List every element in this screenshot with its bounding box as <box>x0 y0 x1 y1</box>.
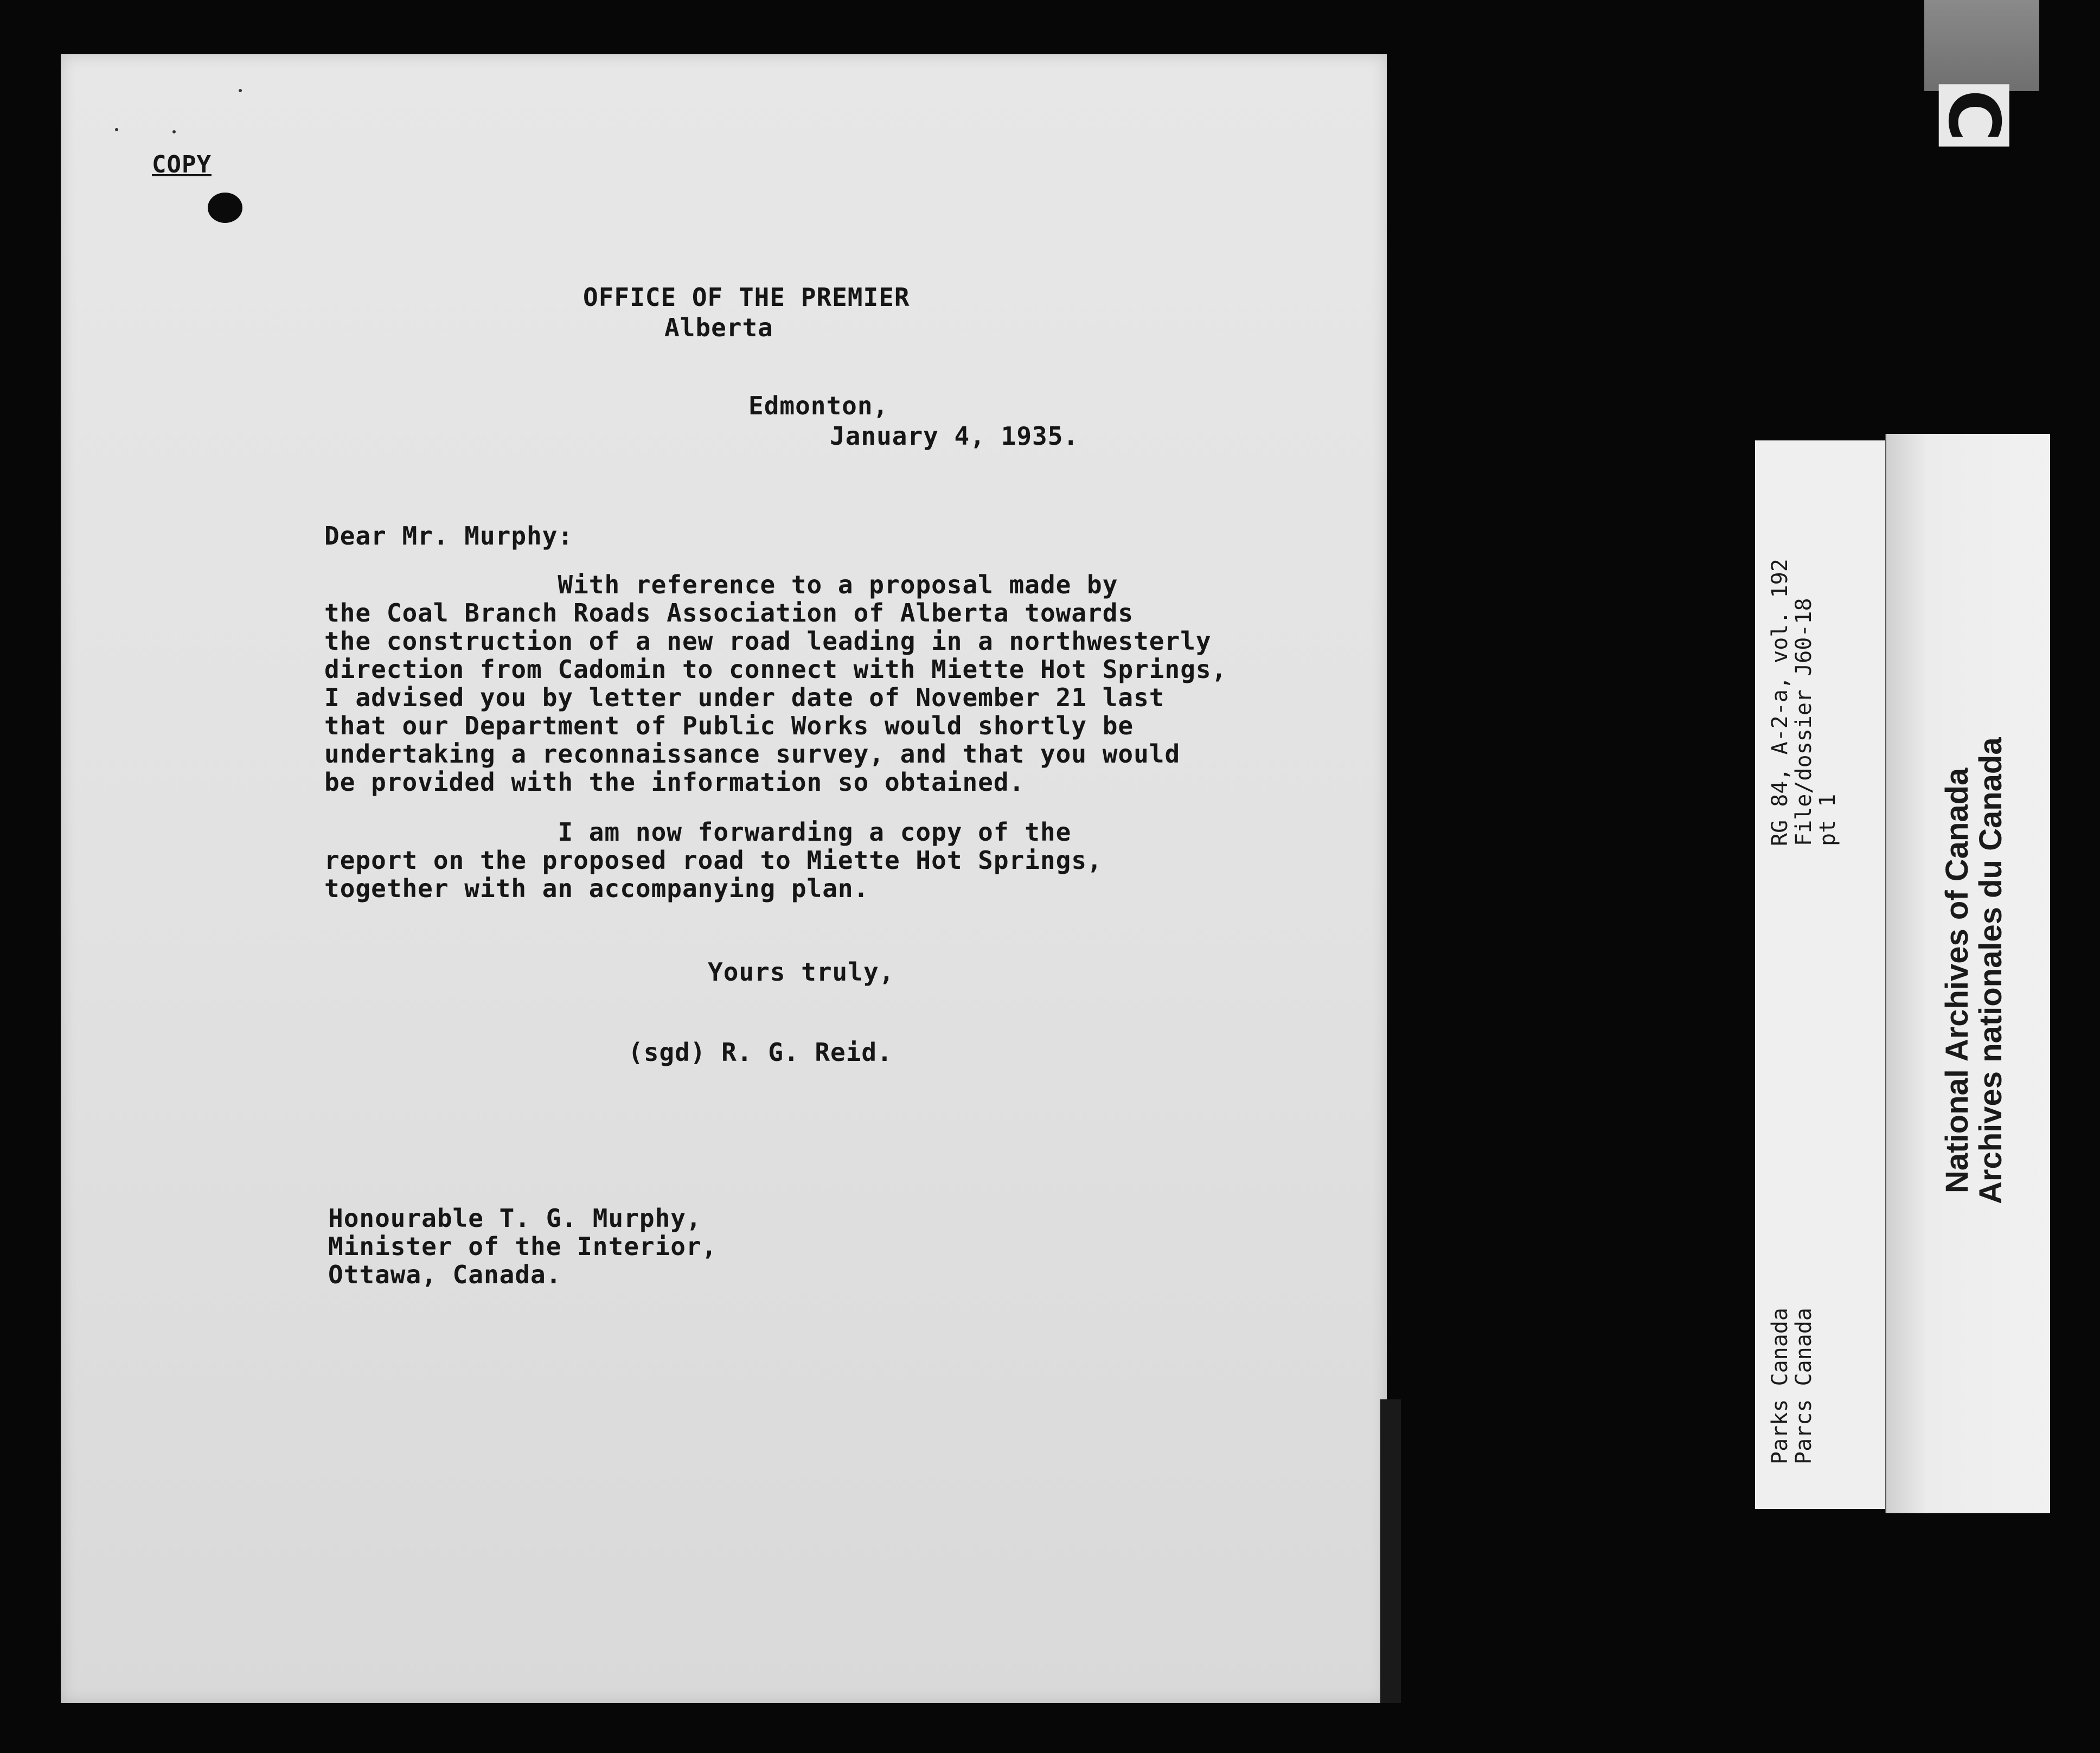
parcs-canada-label: Parcs Canada <box>1791 1308 1816 1464</box>
letter-place: Edmonton, <box>748 391 889 420</box>
archive-reference-line-3: pt 1 <box>1815 794 1840 846</box>
ink-blot <box>208 193 242 223</box>
ink-speck <box>115 128 118 131</box>
national-archives-label: National Archives of Canada <box>1939 767 1975 1193</box>
addressee-block: Honourable T. G. Murphy, Minister of the Interior, Ottawa, Canada. <box>328 1204 718 1289</box>
salutation: Dear Mr. Murphy: <box>324 521 574 551</box>
parks-canada-label: Parks Canada <box>1768 1308 1792 1464</box>
letter-date: January 4, 1935. <box>830 421 1079 451</box>
archive-reference-line-1: RG 84, A-2-a, vol. 192 <box>1768 559 1792 846</box>
page-fold-shadow <box>1380 1399 1401 1703</box>
copy-mark: COPY <box>152 151 212 178</box>
signature-line: (sgd) R. G. Reid. <box>628 1038 893 1067</box>
letterhead-title: OFFICE OF THE PREMIER <box>583 283 910 312</box>
closing: Yours truly, <box>708 957 895 987</box>
letterhead-province: Alberta <box>664 313 773 342</box>
film-frame-marker <box>1924 0 2039 91</box>
archives-nationales-label: Archives nationales du Canada <box>1973 737 2008 1204</box>
ink-speck <box>172 130 176 133</box>
frame-marker-glyph: C <box>1939 84 2009 146</box>
ink-speck <box>239 89 242 92</box>
archive-reference-line-2: File/dossier J60-18 <box>1791 598 1816 846</box>
body-paragraph-2: I am now forwarding a copy of the report on the proposed road to Miette Hot Springs, together with an accompanying plan. <box>324 817 1103 903</box>
body-paragraph-1: With reference to a proposal made by the Coal Branch Roads Association of Alberta towards the construction of a new road leading in a northwesterly direction from Cadomin to connect with Miette Hot Springs, I advised you by letter under date of November 21 last that our Department of Public Works would shortly be undertaking a reconnaissance survey, and that you would be provided with the information so obtained. <box>324 570 1227 797</box>
